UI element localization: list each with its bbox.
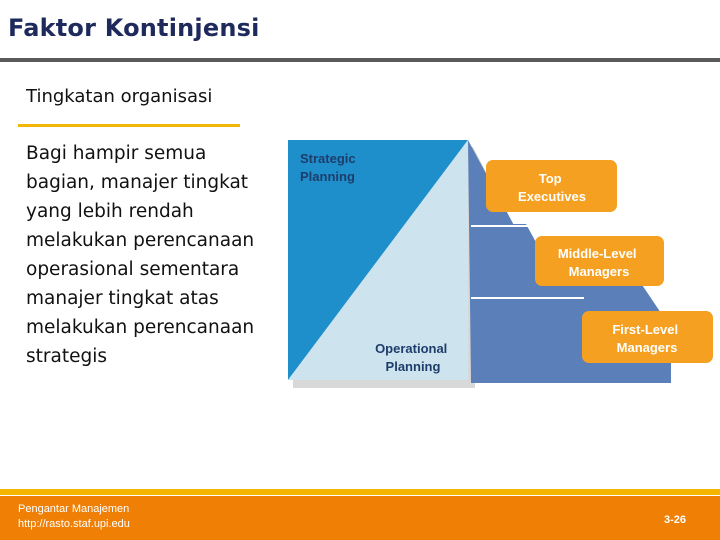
page-number: 3-26 (663, 514, 686, 526)
badge-top-executives (486, 160, 617, 212)
slide-subtitle: Tingkatan organisasi (26, 86, 213, 107)
title-divider (0, 58, 720, 62)
svg-text:First-Level Managers: First-Level Managers (612, 322, 679, 355)
badge-middle-level-managers (535, 236, 664, 286)
footer-url: http://rasto.staf.upi.edu (18, 518, 130, 530)
badge-first-level-managers (582, 311, 713, 363)
footer-credits (18, 502, 130, 532)
subtitle-underline (18, 124, 240, 127)
operational-label: Operational Planning (375, 341, 448, 374)
slide-title: Faktor Kontinjensi (8, 14, 260, 42)
footer-accent-line (0, 489, 720, 495)
svg-text:Middle-Level Managers: Middle-Level Managers (557, 246, 637, 279)
body-paragraph: Bagi hampir semua bagian, manajer tingkat yang lebih rendah melakukan perencanaan operasional sementara manajer tingkat atas melakukan perencanaan strategis (26, 143, 255, 367)
footer-bar (0, 496, 720, 540)
svg-text:Top Executives: Top Executives (518, 171, 586, 204)
strategic-label: Strategic Planning (300, 151, 356, 184)
planning-levels-diagram (286, 138, 718, 388)
footer-course: Pengantar Manajemen (18, 503, 130, 515)
